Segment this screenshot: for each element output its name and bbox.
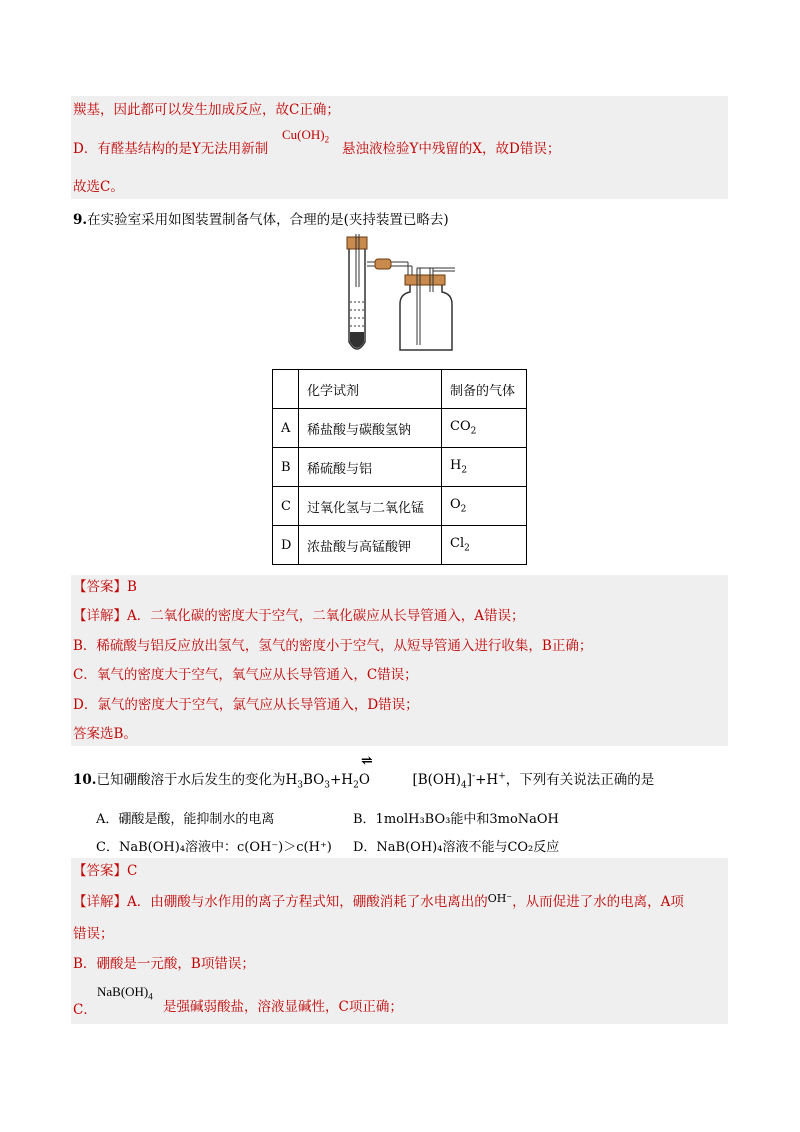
row-gas: $CO_2$	[442, 409, 527, 448]
row-label: A	[273, 409, 299, 448]
q9-stem: 9.在实验室采用如图装置制备气体，合理的是(夹持装置已略去)	[73, 212, 449, 228]
row-gas: $Cl_2$	[442, 526, 527, 565]
row-label: C	[273, 487, 299, 526]
q9-answer-block	[71, 575, 728, 746]
q9-detail-c: C．氧气的密度大于空气，氧气应从长导管通入，C错误；	[73, 667, 418, 683]
gas-apparatus-diagram	[330, 232, 465, 360]
row-gas: $H_2$	[442, 448, 527, 487]
row-reagent: 稀盐酸与碳酸氢钠	[299, 409, 442, 448]
reagent-table	[272, 369, 527, 565]
row-reagent: 过氧化氢与二氧化锰	[299, 487, 442, 526]
q10-detail-c-pre: C．	[73, 1002, 97, 1018]
q10-detail-c-formula: $NaB(OH)_4$	[97, 984, 153, 1002]
q9-detail-conclusion: 答案选B。	[73, 726, 137, 742]
row-label: B	[273, 448, 299, 487]
row-reagent: 稀硫酸与铝	[299, 448, 442, 487]
table-header-cell: 制备的气体	[442, 370, 527, 409]
prev-answer-line3: 故选C。	[73, 179, 124, 195]
q10-option-a: A．硼酸是酸，能抑制水的电离	[96, 812, 275, 827]
prev-answer-line2-pre: D．有醛基结构的是Y无法用新制	[73, 141, 269, 157]
table-header-cell	[273, 370, 299, 409]
q10-stem: 10.已知硼酸溶于水后发生的变化为$H_3BO_3+H_2O$ $[B(OH)_4]^-+H^+$，下列有关说法正确的是	[73, 771, 655, 791]
table-row	[273, 526, 527, 565]
row-gas: $O_2$	[442, 487, 527, 526]
prev-answer-formula: $Cu(OH)_2$	[282, 127, 330, 145]
q10-detail-b: B．硼酸是一元酸，B项错误；	[73, 956, 255, 972]
q10-detail-c-post: 是强碱弱酸盐，溶液显碱性，C项正确；	[163, 999, 403, 1015]
table-row	[273, 448, 527, 487]
equilibrium-arrow-glyph: ⇌	[361, 753, 373, 769]
q10-option-b: B．1molH₃BO₃能中和3moNaOH	[353, 812, 559, 827]
q9-answer-tag: 【答案】B	[73, 579, 137, 595]
q9-detail-b: B．稀硫酸与铝反应放出氢气，氢气的密度小于空气，从短导管通入进行收集，B正确；	[73, 638, 593, 654]
prev-answer-line2-post: 悬浊液检验Y中残留的X，故D错误；	[342, 141, 561, 157]
q10-option-d: D．NaB(OH)₄溶液不能与CO₂反应	[353, 840, 560, 855]
q9-detail-d: D．氯气的密度大于空气，氯气应从长导管通入，D错误；	[73, 697, 419, 713]
table-header-cell: 化学试剂	[299, 370, 442, 409]
prev-answer-line1: 羰基，因此都可以发生加成反应，故C正确；	[73, 102, 340, 118]
table-row	[273, 487, 527, 526]
q10-option-c: C．NaB(OH)₄溶液中：c(OH⁻)＞c(H⁺)	[96, 840, 332, 855]
table-row	[273, 409, 527, 448]
q10-detail-a-cont: 错误；	[73, 926, 114, 942]
q10-answer-tag: 【答案】C	[73, 863, 138, 879]
table-header-row	[273, 370, 527, 409]
row-label: D	[273, 526, 299, 565]
row-reagent: 浓盐酸与高锰酸钾	[299, 526, 442, 565]
q9-detail-a: 【详解】A．二氧化碳的密度大于空气，二氧化碳应从长导管通入，A错误；	[73, 608, 525, 624]
q10-detail-a: 【详解】A．由硼酸与水作用的离子方程式知，硼酸消耗了水电离出的$^{OH^-}$，从而促进了水的电离，A项	[73, 892, 684, 910]
